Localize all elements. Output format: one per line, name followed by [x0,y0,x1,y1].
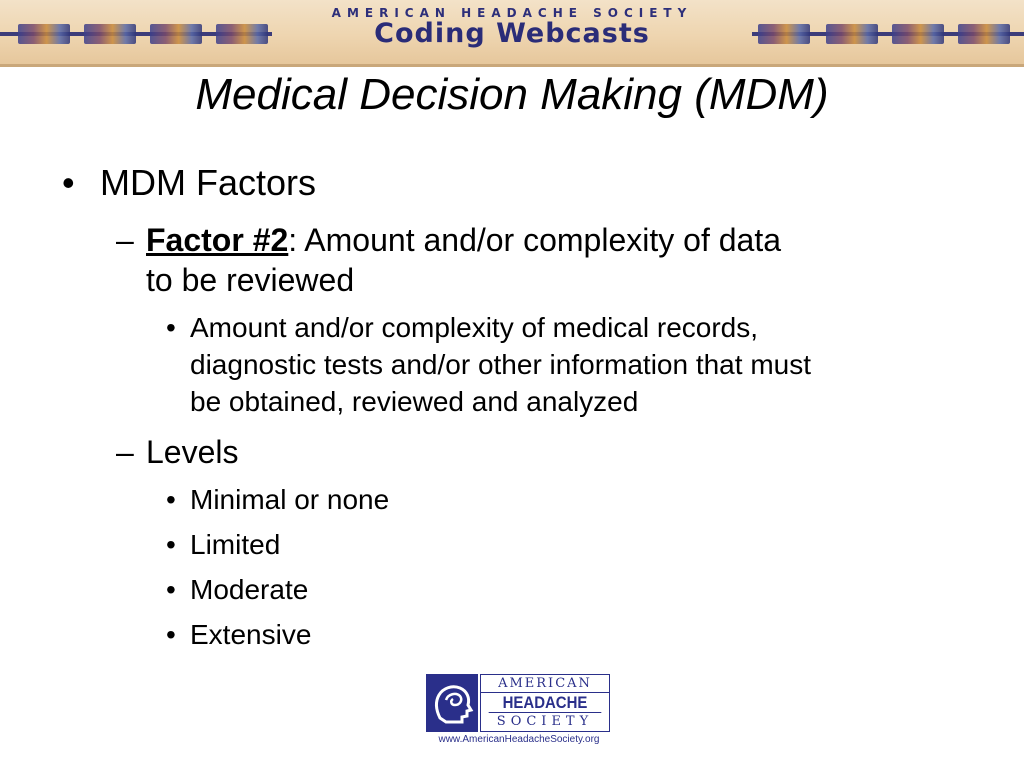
detail-line-3: be obtained, reviewed and analyzed [190,386,639,417]
levels-dash-glyph: – [116,434,134,470]
level-bullet-glyph: • [166,529,176,560]
head-profile-icon [426,674,478,732]
detail-bullet-glyph: • [166,312,176,343]
detail-line-1: Amount and/or complexity of medical records, [190,312,759,343]
slide-title: Medical Decision Making (MDM) [195,70,829,119]
dash-glyph: – [116,222,134,258]
logo-wordmark [480,674,610,732]
logo-url: www.AmericanHeadacheSociety.org [438,734,600,745]
level-bullet-glyph: • [166,484,176,515]
logo-line-society: SOCIETY [496,714,594,729]
level-bullet-glyph: • [166,574,176,605]
level-item: Minimal or none [190,484,390,515]
factor-line [146,222,781,259]
detail-line-2: diagnostic tests and/or other information that must [190,349,811,380]
bullet-glyph: • [62,162,75,203]
factor-text: : Amount and/or complexity of data [288,222,781,258]
banner-series-name: Coding Webcasts [374,18,650,49]
factor-text-continued: to be reviewed [146,262,355,298]
ahs-logo [426,674,612,746]
level-bullet-glyph: • [166,619,176,650]
bullet-mdm-factors: MDM Factors [100,162,316,203]
logo-line-headache: HEADACHE [489,693,602,713]
levels-label: Levels [146,434,239,470]
factor-label: Factor #2 [146,222,289,258]
banner-org-name: AMERICAN HEADACHE SOCIETY [331,6,693,20]
level-item: Limited [190,529,281,560]
level-item: Moderate [190,574,309,605]
level-item: Extensive [190,619,312,650]
logo-line-american: AMERICAN [481,676,609,693]
